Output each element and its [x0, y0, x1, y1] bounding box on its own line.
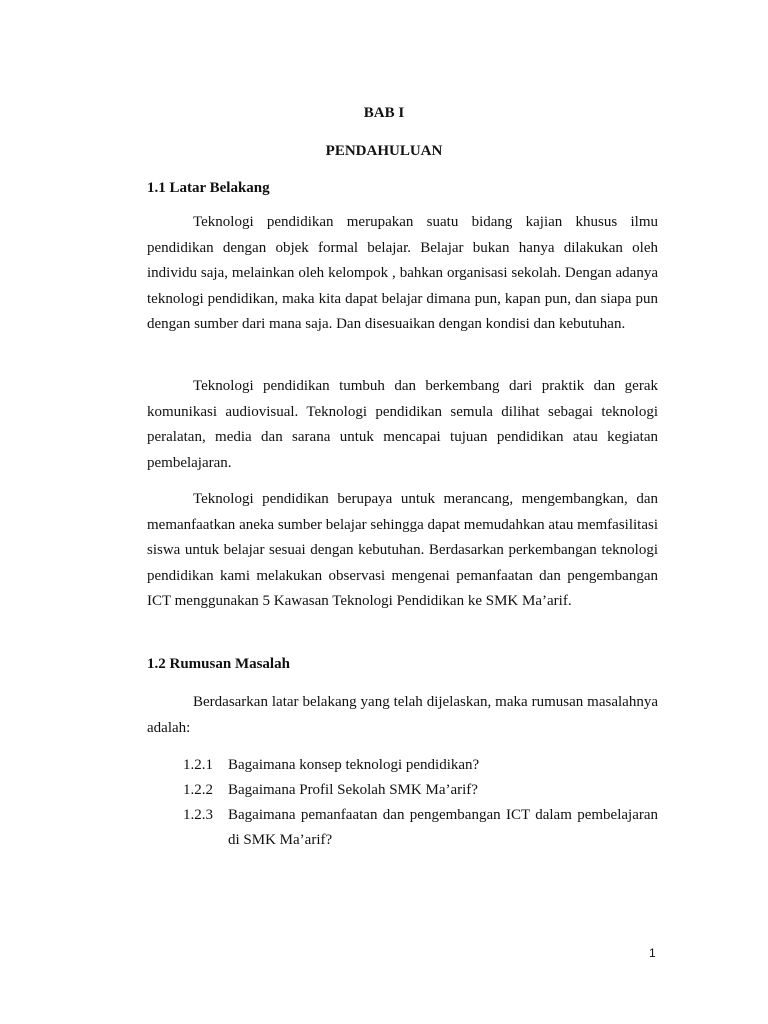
paragraph-text: Teknologi pendidikan berupaya untuk merancang, mengembangkan, dan memanfaatkan aneka sumber belajar sehingga dapat memudahkan atau memfasilitasi siswa untuk belajar sesuai dengan kebutuhan. Berdasarkan perkembangan teknologi pendidikan kami melakukan observasi mengenai pemanfaatan dan pengembangan ICT menggunakan 5 Kawasan Teknologi Pendidikan ke SMK Ma’arif. — [147, 491, 658, 609]
paragraph-latar-belakang-1 — [147, 210, 658, 338]
list-item-number: 1.2.2 — [183, 782, 213, 798]
paragraph-rumusan-masalah — [147, 690, 658, 741]
list-item — [183, 753, 658, 778]
section-heading-latar-belakang: 1.1 Latar Belakang — [147, 180, 270, 196]
list-item-number: 1.2.1 — [183, 757, 213, 773]
list-item-number: 1.2.3 — [183, 807, 213, 823]
chapter-number: BAB I — [363, 105, 405, 121]
chapter-title: PENDAHULUAN — [325, 143, 443, 159]
list-item-text: Bagaimana Profil Sekolah SMK Ma’arif? — [228, 782, 478, 798]
paragraph-text: Teknologi pendidikan tumbuh dan berkembang dari praktik dan gerak komunikasi audiovisual. Teknologi pendidikan semula dilihat sebagai teknologi peralatan, media dan sarana untuk mencapai tujuan pendidikan atau kegiatan pembelajaran. — [147, 378, 658, 471]
list-item — [183, 803, 658, 853]
list-item — [183, 778, 658, 803]
paragraph-text: Berdasarkan latar belakang yang telah dijelaskan, maka rumusan masalahnya adalah: — [147, 694, 658, 736]
paragraph-latar-belakang-2 — [147, 374, 658, 476]
list-item-text: Bagaimana konsep teknologi pendidikan? — [228, 757, 480, 773]
section-heading-rumusan-masalah: 1.2 Rumusan Masalah — [147, 656, 290, 672]
list-item-text: Bagaimana pemanfaatan dan pengembangan ICT dalam pembelajaran di SMK Ma’arif? — [228, 807, 658, 848]
paragraph-latar-belakang-3 — [147, 487, 658, 615]
paragraph-text: Teknologi pendidikan merupakan suatu bidang kajian khusus ilmu pendidikan dengan objek formal belajar. Belajar bukan hanya dilakukan oleh individu saja, melainkan oleh kelompok , bahkan organisasi sekolah. Dengan adanya teknologi pendidikan, maka kita dapat belajar dimana pun, kapan pun, dan siapa pun dengan sumber dari mana saja. Dan disesuaikan dengan kondisi dan kebutuhan. — [147, 214, 658, 332]
page-number: 1 — [649, 946, 656, 960]
